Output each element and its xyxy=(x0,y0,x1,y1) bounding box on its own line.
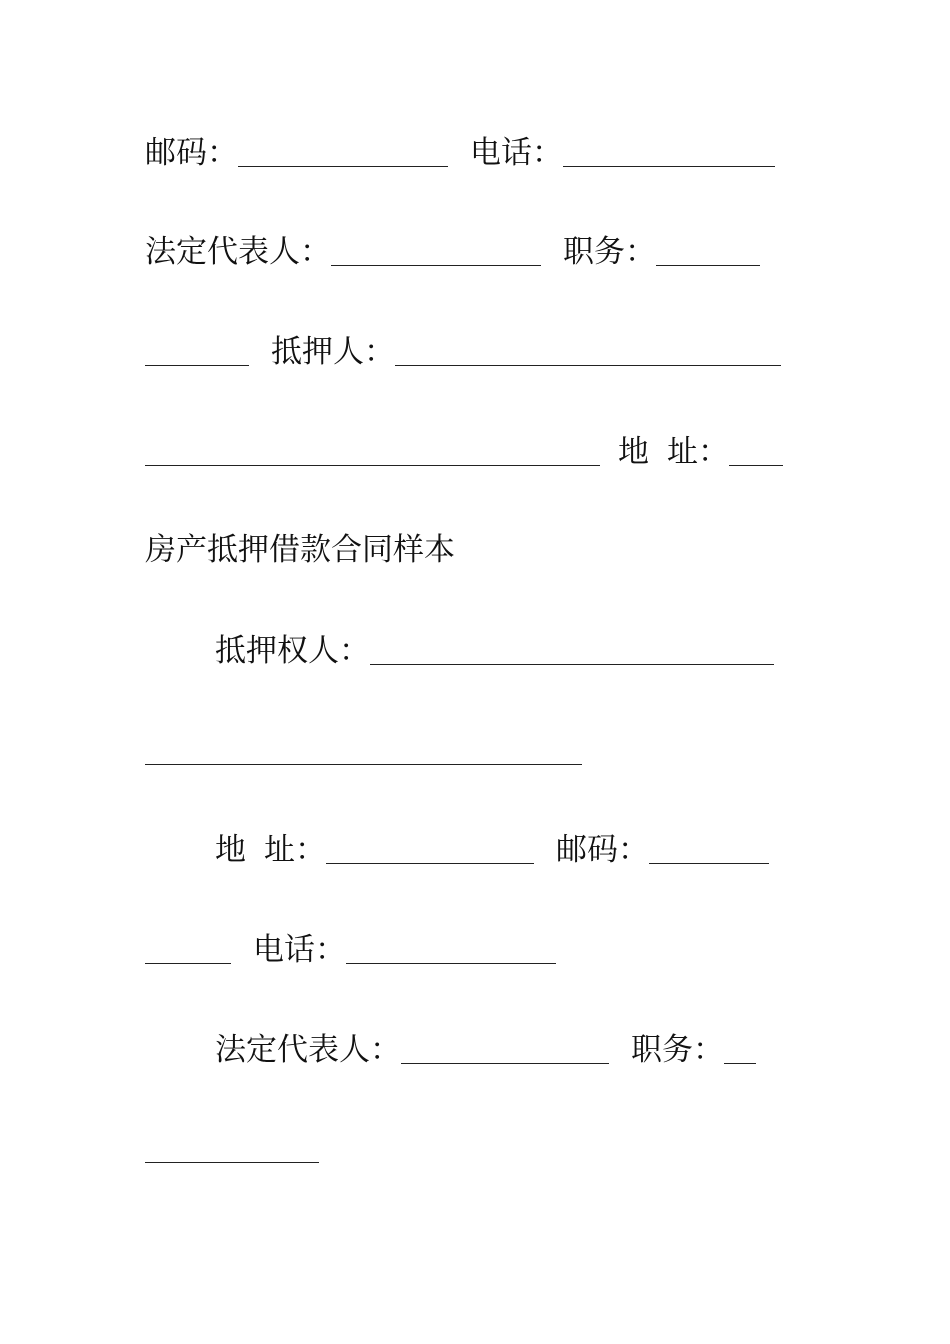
mortgagee-postcode-blank-continued[interactable] xyxy=(145,963,231,964)
mortgagee-address-blank[interactable] xyxy=(326,863,534,864)
document-title-line xyxy=(145,527,793,573)
position-blank-continued[interactable] xyxy=(145,365,249,366)
mortgagee-phone-line xyxy=(145,927,793,973)
mortgagee-blank-continued[interactable] xyxy=(145,764,582,765)
mortgagee-legal-rep-label: 法定代表人： xyxy=(215,1032,401,1068)
mortgagee-legal-rep-blank[interactable] xyxy=(401,1063,609,1064)
postcode-label: 邮码： xyxy=(145,135,238,171)
legal-rep-label: 法定代表人： xyxy=(145,234,331,270)
document-title: 房产抵押借款合同样本 xyxy=(145,532,455,568)
mortgagor-blank-continued[interactable] xyxy=(145,465,600,466)
mortgagee-address-line xyxy=(215,827,793,873)
mortgagee-position-blank-continued[interactable] xyxy=(145,1162,319,1163)
mortgagee-phone-label: 电话： xyxy=(253,932,346,968)
mortgagee-postcode-label: 邮码： xyxy=(556,832,649,868)
address-label-b: 址： xyxy=(667,434,729,470)
mortgagee-position-continued-line xyxy=(145,1126,793,1172)
mortgagee-position-blank[interactable] xyxy=(724,1063,756,1064)
position-label: 职务： xyxy=(563,234,656,270)
phone-blank[interactable] xyxy=(563,166,775,167)
position-blank[interactable] xyxy=(656,265,760,266)
phone-label: 电话： xyxy=(470,135,563,171)
legal-rep-blank[interactable] xyxy=(331,265,541,266)
mortgagee-label: 抵押权人： xyxy=(215,633,370,669)
legal-rep-line xyxy=(145,229,793,275)
postcode-blank[interactable] xyxy=(238,166,448,167)
postcode-phone-line xyxy=(145,130,793,176)
mortgagee-phone-blank[interactable] xyxy=(346,963,556,964)
mortgagee-legal-rep-line xyxy=(215,1027,793,1073)
mortgagee-position-label: 职务： xyxy=(631,1032,724,1068)
mortgagee-postcode-blank[interactable] xyxy=(649,863,769,864)
address-blank[interactable] xyxy=(729,465,783,466)
mortgagor-blank[interactable] xyxy=(395,365,781,366)
mortgagee-continued-line xyxy=(145,728,793,774)
mortgagor-line xyxy=(145,329,793,375)
address-line xyxy=(145,429,793,475)
mortgagor-label: 抵押人： xyxy=(271,334,395,370)
mortgagee-address-label-a: 地 xyxy=(215,832,246,868)
mortgagee-address-label-b: 址： xyxy=(264,832,326,868)
address-label-a: 地 xyxy=(618,434,649,470)
mortgagee-line xyxy=(215,628,793,674)
mortgagee-blank[interactable] xyxy=(370,664,774,665)
